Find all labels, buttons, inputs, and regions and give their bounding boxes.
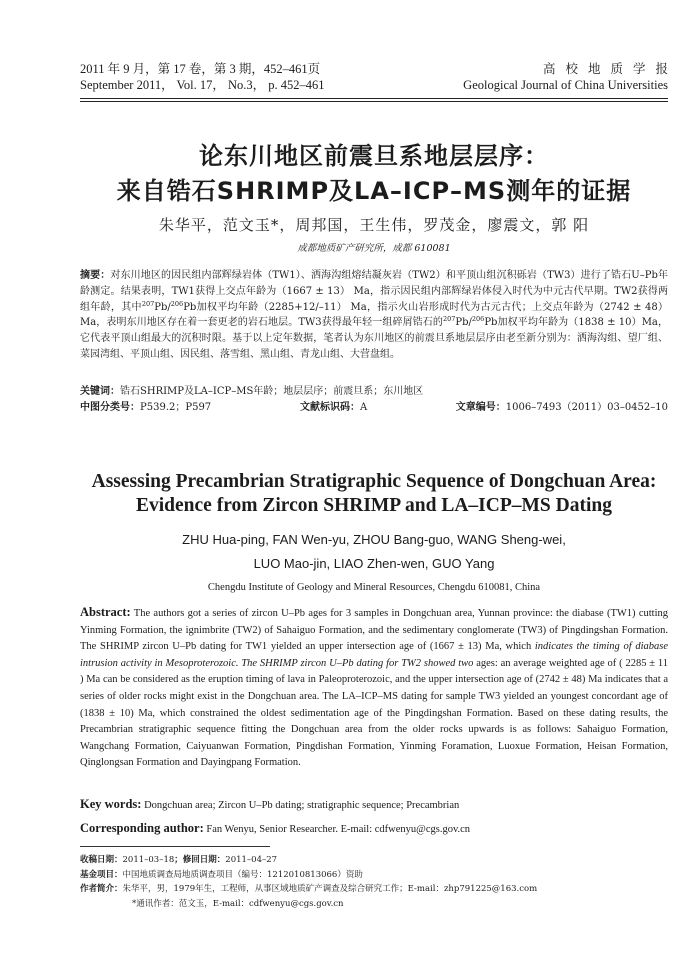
en-keywords-text: Dongchuan area; Zircon U–Pb dating; stratigraphic sequence; Precambrian [141,800,460,811]
en-corresponding [80,821,668,836]
en-keywords [80,797,668,812]
en-affiliation: Chengdu Institute of Geology and Mineral Resources, Chengdu 610081, China [207,582,541,593]
en-keywords-label: Key words: [80,797,142,811]
cn-title-line1: 论东川地区前震旦系地层层序： [199,142,549,170]
cn-keywords-label: 关键词： [80,386,120,397]
en-authors-line1: ZHU Hua-ping, FAN Wen-yu, ZHOU Bang-guo, WANG Sheng-wei, [182,532,566,547]
cn-keywords-text: 锆石SHRIMP及LA–ICP–MS年龄；地层层序；前震旦系；东川地区 [120,386,424,397]
en-title-line2: Evidence from Zircon SHRIMP and LA–ICP–MS Dating [136,495,612,516]
cn-abstract-text: 对东川地区的因民组内部辉绿岩体（TW1）、洒海沟组熔结凝灰岩（TW2）和平顶山组沉积砾岩（TW3）进行了锆石U–Pb年龄测定。结果表明，TW1获得上交点年龄为（1667 ± 13） Ma，指示因民组内部辉绿岩体侵入时代为中元古代早期。TW2获得两组年龄，其中 [80,270,668,313]
cn-abstract-label: 摘要： [80,270,111,281]
header-journal-en: Geological Journal of China Universities [463,78,668,92]
fund-label: 基金项目： [80,869,123,880]
cn-keywords [80,384,668,399]
revised-value: 2011–04–27 [225,855,278,865]
header-rule-thin [80,101,668,102]
cn-sup: 206 [170,299,184,308]
bio-value: 朱华平，男，1979年生，工程师，从事区域地质矿产调查及综合研究工作；E-mail：zhp791225@163.com [122,884,538,894]
cn-abstract-text: Pb/ [154,301,171,313]
cn-sup: 207 [442,315,456,324]
en-abstract-text: The authors got a series of zircon U–Pb ages for 3 samples in Dongchuan area, Yunnan province: the diabase (TW1) cutting Yinming Formation, the ignimbrite (TW2) of Sahaiguo Formation, and the sedimentary conglomerate (TW3) of Pingdingshan Formation. The SHRIMP zircon U–Pb dating for TW1 yielded an upper intersection age of (1667 ± 13) Ma, which [80,608,668,653]
clc-label: 中图分类号： [80,402,140,413]
journal-header [80,58,678,98]
cn-abstract-text: Pb加权平均年龄为（1838 ± 10）Ma，它代表平顶山组最大的沉积时限。基于以上定年数据，笔者认为东川地区的前震旦系地层层序由老至新分别为：洒海沟组、望厂组、菜园湾组、平顶山组、因民组、落雪组、黑山组、青龙山组、大营盘组。 [80,317,668,360]
cn-authors: 朱华平，范文玉*，周邦国，王生伟，罗茂金，廖震文，郭 阳 [158,216,590,234]
en-corresponding-label: Corresponding author: [80,821,204,835]
en-abstract-italic: indicates the timing of diabase intrusion activity in Mesoproterozoic. The SHRIMP zircon U–Pb dating for TW2 showed two [80,641,668,669]
revised-label: ；修回日期： [174,855,226,865]
footnotes [80,853,668,911]
cn-sup: 206 [471,315,485,324]
en-abstract-label: Abstract: [80,605,131,619]
article-no-label: 文章编号： [455,402,506,413]
cn-abstract-text: Pb/ [455,317,472,329]
en-corresponding-text: Fan Wenyu, Senior Researcher. E-mail: cdfwenyu@cgs.gov.cn [203,824,471,835]
cn-abstract-text: Pb加权平均年龄（2285+12/–11） Ma，指示火山岩形成时代为古元古代；上交点年龄为（2742 ± 48）Ma，表明东川地区存在着一套更老的岩石地层。TW3获得最年轻一组碎屑锆石的 [80,301,668,329]
classification-row [80,400,668,415]
doc-code-value: A [360,402,368,413]
footnote-corresponding: *通讯作者：范文玉，E-mail：cdfwenyu@cgs.gov.cn [132,898,344,909]
header-journal-cn: 高校地质学报 [542,61,678,76]
footnote-rule [80,846,270,847]
header-issue-cn: 2011 年 9 月，第 17 卷，第 3 期，452–461页 [80,62,321,76]
footnote-dates [80,853,668,868]
header-issue-en: September 2011， Vol. 17， No.3， p. 452–461 [80,78,325,92]
en-abstract [80,604,668,772]
fund-value: 中国地质调查局地质调查项目（编号：1212010813066）资助 [122,869,363,880]
footnote-bio [80,882,668,897]
cn-abstract [80,268,668,363]
en-abstract-text: ages: an average weighted age of ( 2285 ± 11 ) Ma can be considered as the eruption timing of lava in Paleoproterozoic, and the upper intersection age of (2742 ± 48) Ma indicates that a series of older rocks might exist in the Dongchuan area. The LA–ICP–MS dating for sample TW3 yielded an youngest concordant age of (1838 ± 10) Ma, which constrained the oldest sedimentation age of the Pingdingshan Formation. Based on these dating results, the Precambrian stratigraphic sequence fitting the Dongchuan area from the older rocks upwards is as follows: Sahaiguo Formation, Wangchang Formation, Caiyuanwan Formation, Pingdishan Formation, Yinming Foramation, Luoxue Formation, Heisan Formation, Qinglongsan Formation and Dayingpang Formation. [80,657,668,769]
footnote-fund [80,868,668,883]
header-rule-thick [80,98,668,99]
en-title-line1: Assessing Precambrian Stratigraphic Sequence of Dongchuan Area: [91,471,657,492]
clc-value: P539.2；P597 [140,402,212,413]
article-no-value: 1006–7493（2011）03–0452–10 [505,402,668,413]
en-authors-line2: LUO Mao-jin, LIAO Zhen-wen, GUO Yang [253,556,495,571]
doc-code-label: 文献标识码： [300,402,360,413]
cn-title-line2: 来自锆石SHRIMP及LA–ICP–MS测年的证据 [116,177,632,205]
cn-affiliation: 成都地质矿产研究所，成都 610081 [297,243,451,254]
bio-label: 作者简介： [80,884,123,894]
cn-sup: 207 [141,299,155,308]
received-label: 收稿日期： [80,855,123,865]
received-value: 2011–03–18 [122,855,175,865]
